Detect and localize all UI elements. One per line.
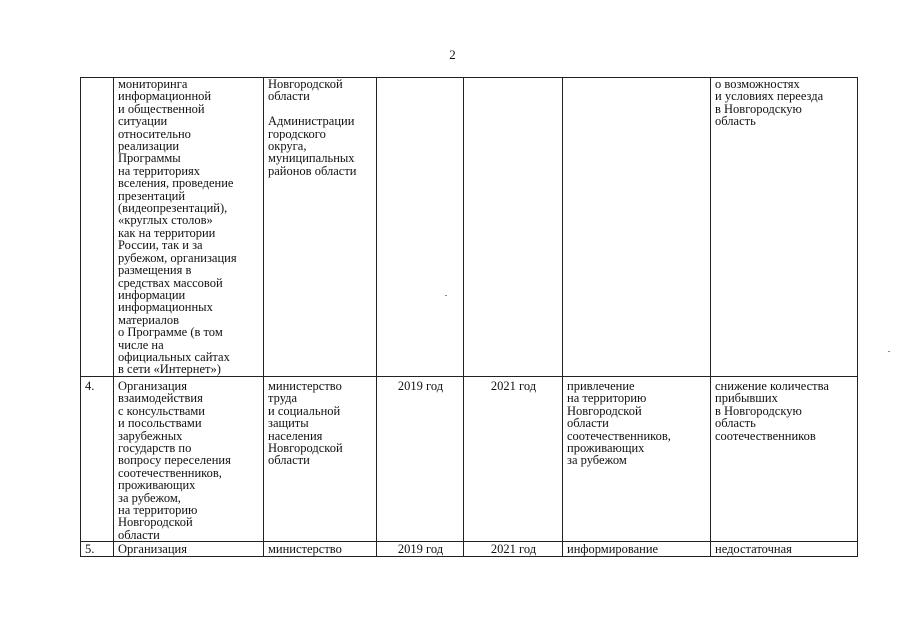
table-row (81, 542, 858, 557)
activity-text: мониторинга информационной и общественной ситуации относительно реализации Программы на территориях вселения, проведение презентаций (видеопрезентаций), «круглых столов» как на территории России, так и за рубежом, организация размещения в средствах массовой информации информационных материалов о Программе (в том числе на официальных сайтах в сети «Интернет») (118, 77, 237, 377)
start-date: 2019 год (397, 379, 444, 393)
row-number: 4. (85, 379, 95, 393)
executor-cell (264, 377, 377, 542)
result-cell (563, 78, 711, 377)
end-date-cell (464, 78, 563, 377)
activity-cell (114, 377, 264, 542)
scan-speck (888, 351, 890, 352)
executor-text: Новгородской области Администрации городского округа, муниципальных районов области (268, 77, 357, 178)
row-number-cell (81, 78, 114, 377)
risk-cell (711, 377, 858, 542)
executor-cell (264, 78, 377, 377)
row-number: 5. (85, 542, 95, 557)
executor-cell (264, 542, 377, 557)
risk-text: о возможностях и условиях переезда в Новгородскую область (715, 77, 824, 129)
program-measures-table (80, 77, 858, 557)
activity-text: Организация взаимодействия с консульствами и посольствами зарубежных государств по вопросу переселения соотечественников, проживающих за рубежом, на территорию Новгородской области (118, 379, 231, 542)
page-number: 2 (449, 47, 456, 62)
table-row (81, 377, 858, 542)
risk-cell (711, 542, 858, 557)
risk-cell (711, 78, 858, 377)
end-date: 2021 год (490, 542, 537, 557)
table-row (81, 78, 858, 377)
start-date-cell (377, 377, 464, 542)
result-cell (563, 377, 711, 542)
result-cell (563, 542, 711, 557)
risk-text: недостаточная (715, 542, 792, 557)
end-date-cell (464, 377, 563, 542)
expected-result: привлечение на территорию Новгородской области соотечественников, проживающих за рубежом (567, 379, 671, 468)
expected-result: информирование (567, 542, 659, 557)
activity-cell (114, 542, 264, 557)
start-date: 2019 год (397, 542, 444, 557)
end-date: 2021 год (490, 379, 537, 393)
risk-text: снижение количества прибывших в Новгородскую область соотечественников (715, 379, 829, 443)
executor-text: министерство (268, 542, 342, 557)
start-date-cell (377, 542, 464, 557)
row-number-cell (81, 542, 114, 557)
activity-cell (114, 78, 264, 377)
activity-text: Организация (118, 542, 187, 557)
start-date-cell (377, 78, 464, 377)
end-date-cell (464, 542, 563, 557)
scan-speck (445, 295, 447, 296)
executor-text: министерство труда и социальной защиты населения Новгородской области (268, 379, 343, 468)
row-number-cell (81, 377, 114, 542)
